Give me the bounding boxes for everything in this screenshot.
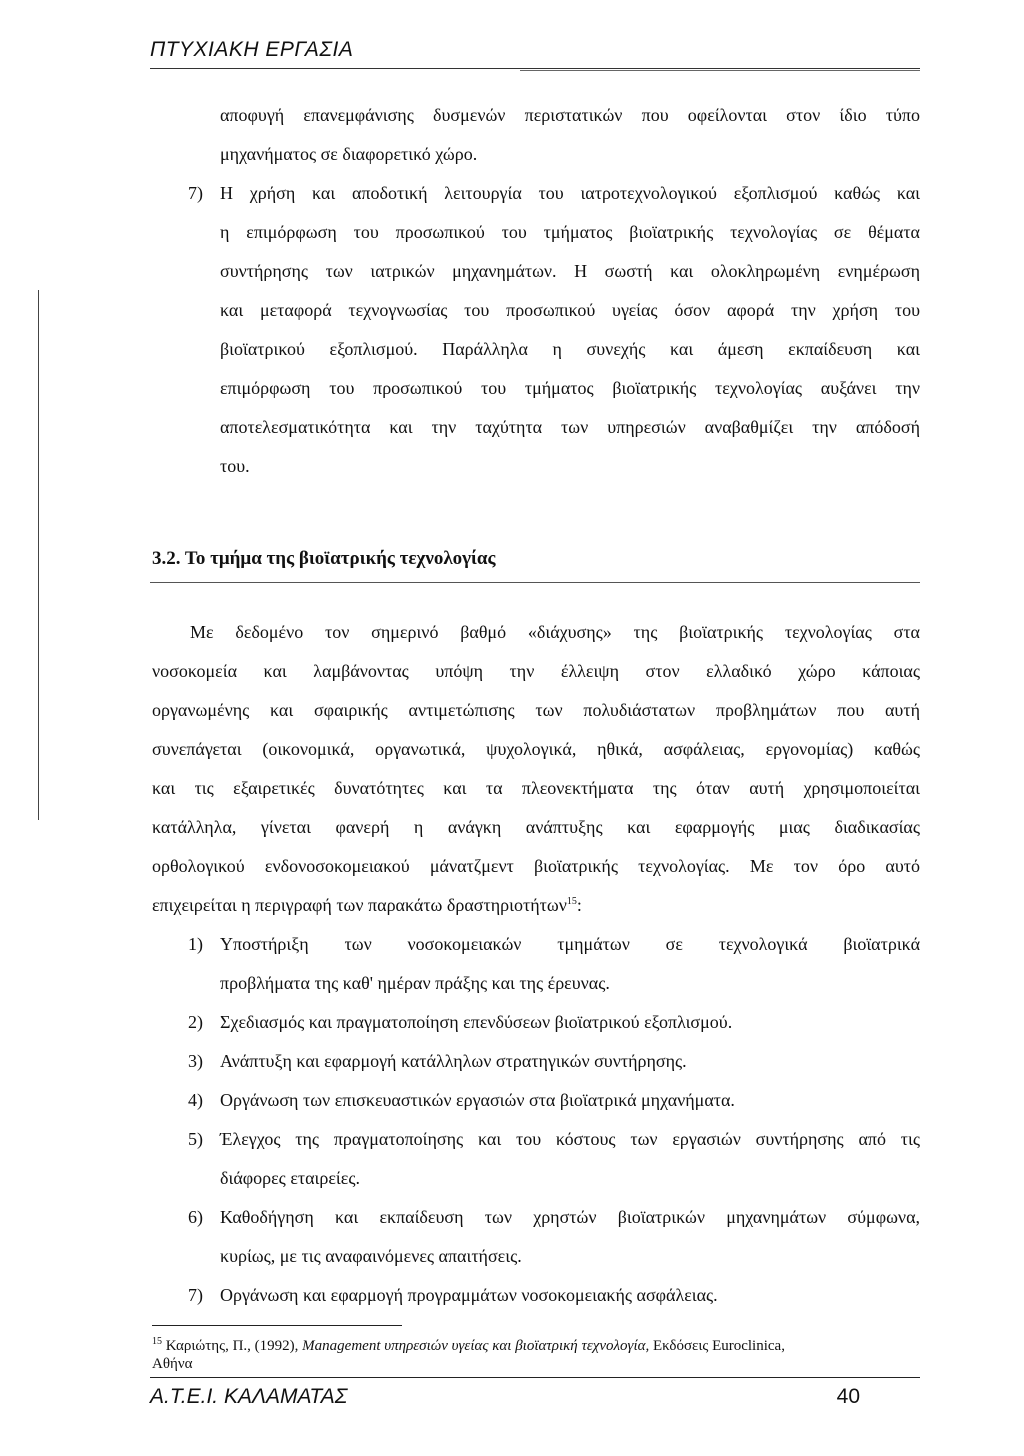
footer-institution: Α.Τ.Ε.Ι. ΚΑΛΑΜΑΤΑΣ bbox=[150, 1385, 348, 1408]
text-line: συντήρησης των ιατρικών μηχανημάτων. Η σωστή και ολοκληρωμένη ενημέρωση bbox=[220, 261, 920, 281]
list-item: Καθοδήγηση και εκπαίδευση των χρηστών βιοϊατρικών μηχανημάτων σύμφωνα, bbox=[220, 1207, 920, 1227]
footnote-line bbox=[152, 1336, 785, 1355]
text-line: οργανωμένης και σφαιρικής αντιμετώπισης των πολυδιάστατων προβλημάτων που αυτή bbox=[152, 700, 920, 720]
text-line: βιοϊατρικού εξοπλισμού. Παράλληλα η συνεχής και άμεση εκπαίδευση και bbox=[220, 339, 920, 359]
list-item: Οργάνωση και εφαρμογή προγραμμάτων νοσοκομειακής ασφάλειας. bbox=[220, 1285, 718, 1305]
scan-margin-line bbox=[38, 290, 39, 820]
list-item: προβλήματα της καθ' ημέραν πράξης και της έρευνας. bbox=[220, 973, 610, 993]
section-rule bbox=[150, 582, 920, 583]
footnote-rule bbox=[152, 1325, 402, 1326]
footnote-city: Αθήνα bbox=[152, 1356, 193, 1372]
footnote-number: 15 bbox=[152, 1336, 162, 1347]
text-line: αποτελεσματικότητα και την ταχύτητα των υπηρεσιών αναβαθμίζει την απόδοσή bbox=[220, 417, 920, 437]
list-item: κυρίως, με τις αναφαινόμενες απαιτήσεις. bbox=[220, 1246, 522, 1266]
footnote-publisher: Εκδόσεις Euroclinica, bbox=[653, 1338, 785, 1354]
footnote-author: Καριώτης, Π., (1992), bbox=[165, 1338, 299, 1354]
footnote-title: Management υπηρεσιών υγείας και βιοϊατρική τεχνολογία, bbox=[302, 1338, 650, 1354]
list-item: Ανάπτυξη και εφαρμογή κατάλληλων στρατηγικών συντήρησης. bbox=[220, 1051, 687, 1071]
text-line bbox=[152, 895, 582, 916]
list-item: Έλεγχος της πραγματοποίησης και του κόστους των εργασιών συντήρησης από τις bbox=[220, 1129, 920, 1149]
text-fragment: : bbox=[576, 895, 582, 915]
section-heading: 3.2. Το τμήμα της βιοϊατρικής τεχνολογίας bbox=[152, 548, 496, 569]
header-rule bbox=[150, 68, 920, 69]
footnote-reference[interactable]: 15 bbox=[566, 896, 577, 907]
text-line: νοσοκομεία και λαμβάνοντας υπόψη την έλλειψη στον ελλαδικό χώρο κάποιας bbox=[152, 661, 920, 681]
list-number: 6) bbox=[188, 1207, 203, 1227]
header-rule-secondary bbox=[520, 70, 920, 71]
text-line: του. bbox=[220, 456, 250, 476]
header-title: ΠΤΥΧΙΑΚΗ ΕΡΓΑΣΙΑ bbox=[150, 38, 354, 61]
text-line: επιμόρφωση του προσωπικού του τμήματος βιοϊατρικής τεχνολογίας αυξάνει την bbox=[220, 378, 920, 398]
text-line: συνεπάγεται (οικονομικά, οργανωτικά, ψυχολογικά, ηθικά, ασφάλειας, εργονομίας) καθώς bbox=[152, 739, 920, 759]
list-number: 7) bbox=[188, 183, 203, 203]
text-line: μηχανήματος σε διαφορετικό χώρο. bbox=[220, 144, 478, 164]
list-number: 3) bbox=[188, 1051, 203, 1071]
list-item: Υποστήριξη των νοσοκομειακών τμημάτων σε τεχνολογικά βιοϊατρικά bbox=[220, 934, 920, 954]
text-line: Με δεδομένο τον σημερινό βαθμό «διάχυσης» της βιοϊατρικής τεχνολογίας στα bbox=[190, 622, 920, 642]
text-line: και μεταφορά τεχνογνωσίας του προσωπικού υγείας όσον αφορά την χρήση του bbox=[220, 300, 920, 320]
list-item: διάφορες εταιρείες. bbox=[220, 1168, 360, 1188]
list-number: 1) bbox=[188, 934, 203, 954]
text-line: ορθολογικού ενδονοσοκομειακού μάνατζμεντ βιοϊατρικής τεχνολογίας. Με τον όρο αυτό bbox=[152, 856, 920, 876]
list-number: 7) bbox=[188, 1285, 203, 1305]
text-fragment: επιχειρείται η περιγραφή των παρακάτω δραστηριοτήτων bbox=[152, 895, 567, 915]
list-item: Σχεδιασμός και πραγματοποίηση επενδύσεων βιοϊατρικού εξοπλισμού. bbox=[220, 1012, 733, 1032]
list-number: 2) bbox=[188, 1012, 203, 1032]
list-number: 4) bbox=[188, 1090, 203, 1110]
text-line: η επιμόρφωση του προσωπικού του τμήματος βιοϊατρικής τεχνολογίας σε θέματα bbox=[220, 222, 920, 242]
text-line: Η χρήση και αποδοτική λειτουργία του ιατροτεχνολογικού εξοπλισμού καθώς και bbox=[220, 183, 920, 203]
text-line: και τις εξαιρετικές δυνατότητες και τα πλεονεκτήματα της όταν αυτή χρησιμοποιείται bbox=[152, 778, 920, 798]
page-number: 40 bbox=[836, 1385, 860, 1408]
footer-rule bbox=[150, 1377, 920, 1378]
text-line: κατάλληλα, γίνεται φανερή η ανάγκη ανάπτυξης και εφαρμογής μιας διαδικασίας bbox=[152, 817, 920, 837]
list-number: 5) bbox=[188, 1129, 203, 1149]
list-item: Οργάνωση των επισκευαστικών εργασιών στα βιοϊατρικά μηχανήματα. bbox=[220, 1090, 735, 1110]
text-line: αποφυγή επανεμφάνισης δυσμενών περιστατικών που οφείλονται στον ίδιο τύπο bbox=[220, 105, 920, 125]
